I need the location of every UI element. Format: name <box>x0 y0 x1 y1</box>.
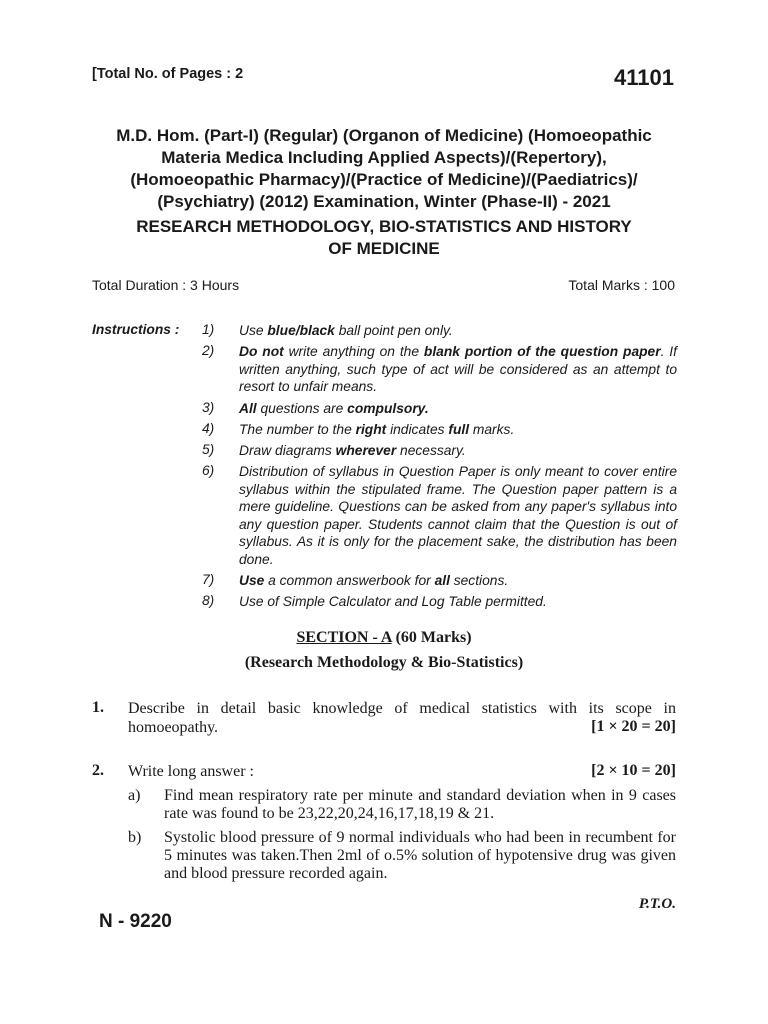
exam-title-line: Materia Medica Including Applied Aspects)/(Repertory), <box>161 148 607 167</box>
exam-title-line: (Psychiatry) (2012) Examination, Winter (Phase-II) - 2021 <box>157 192 611 211</box>
paper-code: 41101 <box>614 65 674 90</box>
exam-title-line: (Homoeopathic Pharmacy)/(Practice of Medicine)/(Paediatrics)/ <box>130 170 638 189</box>
subpart-number: b) <box>128 829 142 846</box>
instruction-number: 2) <box>202 343 215 358</box>
section-heading <box>80 629 688 647</box>
instruction-number: 7) <box>202 572 215 587</box>
instruction-number: 1) <box>202 322 215 337</box>
question-marks: [2 × 10 = 20] <box>591 762 676 779</box>
subpart-number: a) <box>128 787 141 804</box>
subject-title <box>80 216 688 260</box>
instruction-number: 6) <box>202 463 215 478</box>
instruction-number: 3) <box>202 400 215 415</box>
total-pages-label: [Total No. of Pages : 2 <box>92 66 244 82</box>
instructions-label: Instructions : <box>92 322 180 337</box>
question-number: 1. <box>92 699 104 716</box>
total-duration: Total Duration : 3 Hours <box>92 277 240 293</box>
question-number: 2. <box>92 762 104 779</box>
total-marks: Total Marks : 100 <box>568 277 675 293</box>
exam-title <box>80 125 688 213</box>
instruction-emphasis: full <box>448 422 470 437</box>
footer-code: N - 9220 <box>99 911 172 932</box>
instruction-text: The number to the right indicates full marks. <box>239 422 515 437</box>
instruction-text: Use blue/black ball point pen only. <box>239 323 453 338</box>
question-text: Describe in detail basic knowledge of medical statistics with its scope in homoeopathy. <box>128 700 676 736</box>
pto-label: P.T.O. <box>638 896 676 912</box>
instruction-emphasis: wherever <box>335 443 397 458</box>
instruction-emphasis: all <box>434 573 450 588</box>
instruction-emphasis: right <box>355 422 387 437</box>
instruction-emphasis: blue/black <box>267 323 335 338</box>
section-subtitle: (Research Methodology & Bio-Statistics) <box>244 654 524 671</box>
section-title: SECTION - A <box>296 629 392 646</box>
exam-title-line: M.D. Hom. (Part-I) (Regular) (Organon of Medicine) (Homoeopathic <box>116 126 652 145</box>
instruction-emphasis: Use <box>239 573 265 588</box>
instruction-text: Use of Simple Calculator and Log Table permitted. <box>239 594 547 609</box>
subpart-text: Find mean respiratory rate per minute and standard deviation when in 9 cases rate was found to be 23,22,20,24,16,17,18,19 & 21. <box>164 787 676 822</box>
instruction-text: All questions are compulsory. <box>239 401 429 416</box>
instruction-text: Draw diagrams wherever necessary. <box>239 443 466 458</box>
instruction-number: 5) <box>202 442 215 457</box>
instruction-emphasis: blank portion of the question paper <box>423 344 661 359</box>
subject-title-line: RESEARCH METHODOLOGY, BIO-STATISTICS AND HISTORY <box>136 217 632 236</box>
subpart-text: Systolic blood pressure of 9 normal individuals who had been in recumbent for 5 minutes was taken.Then 2ml of o.5% solution of hypotensive drug was given and blood pressure recorded again. <box>164 829 676 882</box>
instruction-number: 4) <box>202 421 215 436</box>
question-text: Write long answer : <box>128 763 254 780</box>
section-marks: (60 Marks) <box>391 629 472 646</box>
instruction-number: 8) <box>202 593 215 608</box>
instruction-text: Distribution of syllabus in Question Paper is only meant to cover entire syllabus within the stipulated frame. The Question paper pattern is a mere guideline. Questions can be asked from any paper's syllabus into any question paper. Students cannot claim that the Question is out of syllabus. As it is only for the placement sake, the distribution has been done. <box>239 464 677 567</box>
question-marks: [1 × 20 = 20] <box>591 718 676 735</box>
instruction-emphasis: Do not <box>239 344 284 359</box>
instruction-text: Do not write anything on the blank portion of the question paper. If written anything, such type of act will be considered as an attempt to resort to unfair means. <box>239 344 677 394</box>
instruction-text: Use a common answerbook for all sections. <box>239 573 509 588</box>
subject-title-line: OF MEDICINE <box>328 239 440 258</box>
instruction-emphasis: compulsory. <box>347 401 429 416</box>
instruction-emphasis: All <box>239 401 257 416</box>
